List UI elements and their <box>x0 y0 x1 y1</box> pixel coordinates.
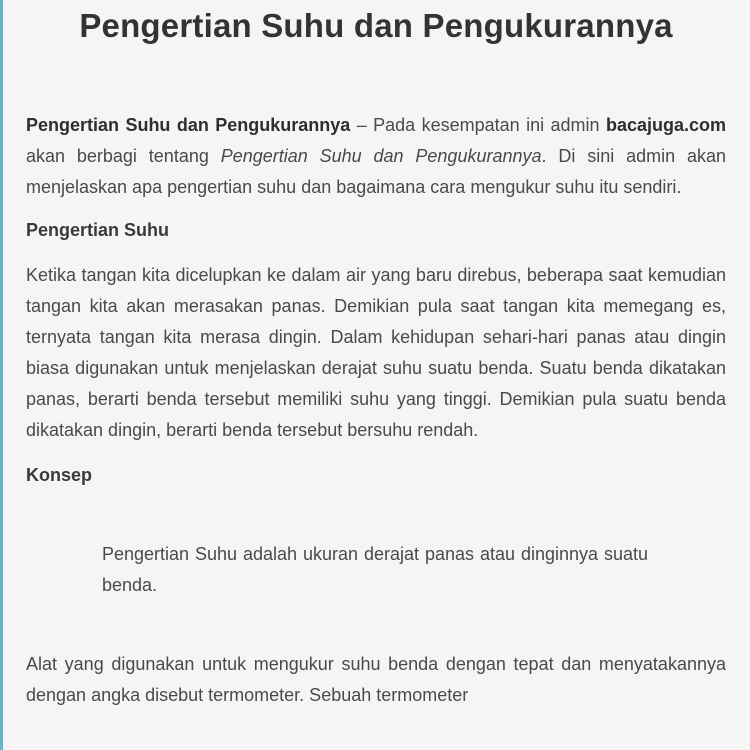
konsep-quote: Pengertian Suhu adalah ukuran derajat panas atau dinginnya suatu benda. <box>102 544 648 595</box>
pengertian-suhu-paragraph: Ketika tangan kita dicelupkan ke dalam air yang baru direbus, beberapa saat kemudian tangan kita akan merasakan panas. Demikian pula saat tangan kita memegang es, ternyata tangan kita merasa dingin. Dalam kehidupan sehari-hari panas atau dingin biasa digunakan untuk menjelaskan derajat suhu suatu benda. Suatu benda dikatakan panas, berarti benda tersebut memiliki suhu yang tinggi. Demikian pula suatu benda dikatakan dingin, berarti benda tersebut bersuhu rendah. <box>26 265 726 440</box>
intro-paragraph <box>26 110 726 203</box>
intro-topic-italic: Pengertian Suhu dan Pengukurannya <box>220 146 542 166</box>
intro-text-3: . Di sini admin akan menjelaskan apa pengertian suhu dan bagaimana cara mengukur suhu itu sendiri. <box>26 146 726 197</box>
section-heading-konsep: Konsep <box>26 465 93 485</box>
intro-text-2: akan berbagi tentang <box>26 146 221 166</box>
closing-paragraph: Alat yang digunakan untuk mengukur suhu benda dengan tepat dan menyatakannya dengan angka disebut termometer. Sebuah termometer <box>26 654 726 705</box>
section-heading-pengertian-suhu: Pengertian Suhu <box>26 220 170 240</box>
site-name: bacajuga.com <box>605 115 726 135</box>
article-title: Pengertian Suhu dan Pengukurannya <box>79 7 673 44</box>
article <box>26 0 726 750</box>
left-border <box>0 0 3 750</box>
intro-text-1: – Pada kesempatan ini admin <box>350 115 606 135</box>
intro-lead-bold: Pengertian Suhu dan Pengukurannya <box>26 115 351 135</box>
